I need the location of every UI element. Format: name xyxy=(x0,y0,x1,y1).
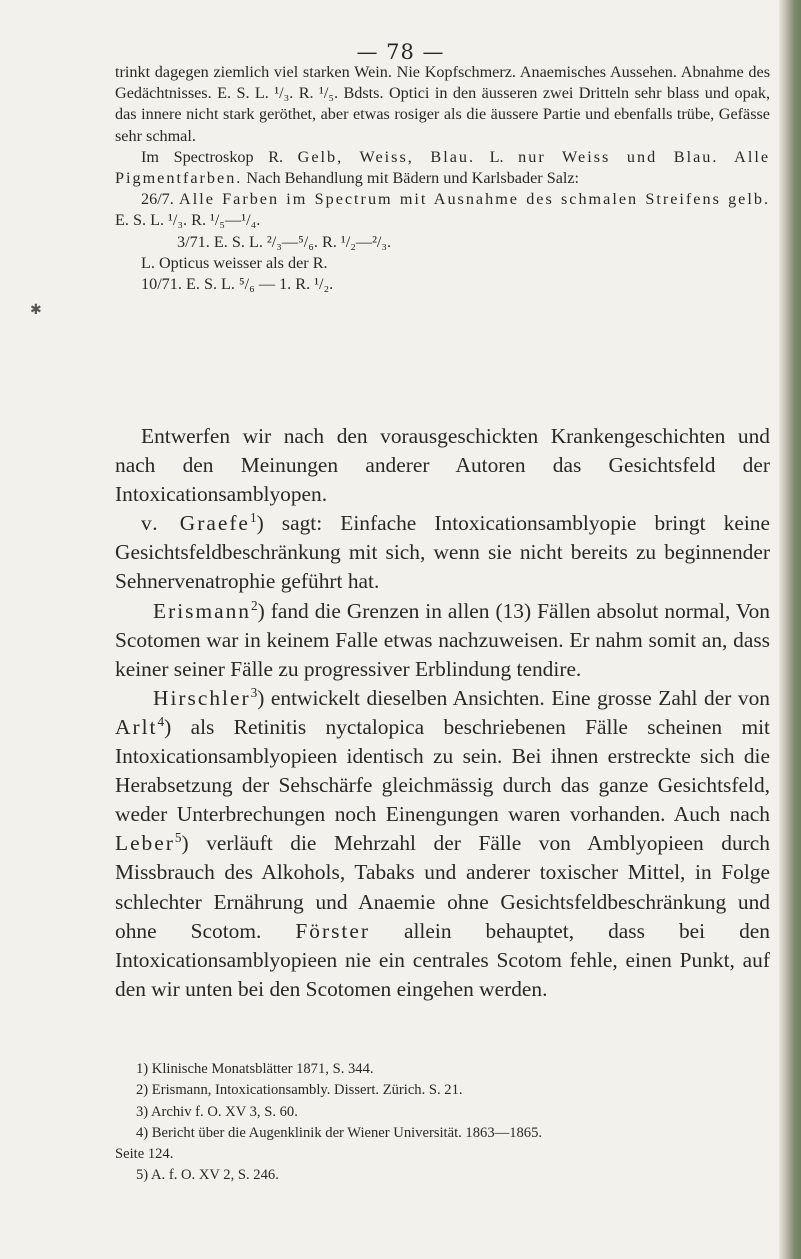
author-foerster: Förster xyxy=(295,918,370,943)
case-paragraph-6: 10/71. E. S. L. ⁵/₆ — 1. R. ¹/₂. xyxy=(141,275,334,294)
page-number: — 78 — xyxy=(356,40,445,64)
footnote-5: 5) A. f. O. XV 2, S. 246. xyxy=(136,1167,279,1184)
footnote-3: 3) Archiv f. O. XV 3, S. 60. xyxy=(136,1103,298,1120)
text-span: Im Spectroskop R. xyxy=(141,147,298,166)
author-erismann: Erismann xyxy=(153,598,251,623)
text-span: ) sagt: Einfache Intoxicationsamblyopie bringt keine Gesichtsfeldbeschränkung mit sich, wenn sie nicht bereits zu beginnender Sehnervenatrophie geführt hat. xyxy=(115,511,770,594)
author-hirschler: Hirschler xyxy=(153,685,251,710)
footnote-4: 4) Bericht über die Augenklinik der Wiener Universität. 1863—1865. xyxy=(136,1124,543,1141)
case-paragraph-4: 3/71. E. S. L. ²/₃—⁵/₆. R. ¹/₂—²/₃. xyxy=(177,232,392,251)
text-span: ) entwickelt dieselben Ansichten. Eine grosse Zahl der von xyxy=(257,685,770,710)
case-paragraph-2 xyxy=(115,147,770,189)
case-paragraph-1: trinkt dagegen ziemlich viel starken Wein. Nie Kopfschmerz. Anaemisches Aussehen. Abnahme des Gedächtnisses. E. S. L. ¹/₃. R. ¹/₅. Bdsts. Optici in den äusseren zwei Dritteln sehr blass und opak, das innere nicht stark geröthet, aber etwas rosiger als die äussere Partie und ebenfalls trübe, Gefässe sehr schmal. xyxy=(115,63,770,145)
text-span: ) verläuft die Mehrzahl der Fälle von Amblyopieen durch Missbrauch des Alkohols, Tabaks und anderer toxischer Mittel, in Folge schlechter Ernährung und Anaemie ohne Gesichtsfeldbeschränkung und ohne Scotom. xyxy=(115,831,770,943)
text-span: allein behauptet, dass bei den Intoxicationsamblyopieen nie ein centrales Scotom fehle, einen Punkt, auf den wir unten bei den Scotomen eingehen werden. xyxy=(115,918,770,1001)
spaced-text: Gelb, Weiss, Blau. xyxy=(297,147,476,166)
text-span: E. S. L. ¹/₃. R. ¹/₅—¹/₄. xyxy=(115,211,261,230)
main-text-block xyxy=(115,422,770,1004)
text-span: ) fand die Grenzen in allen (13) Fällen absolut normal, Von Scotomen war in keinem Falle etwas nachzuweisen. Er nahm somit an, dass keiner seiner Fälle zu progressiver Erblindung tendire. xyxy=(115,598,770,681)
author-graefe: v. Graefe xyxy=(141,511,250,536)
margin-mark: ✱ xyxy=(30,302,42,318)
text-span: L. xyxy=(475,147,519,166)
page-edge xyxy=(779,0,801,1259)
intro-paragraph: Entwerfen wir nach den vorausgeschickten Krankengeschichten und nach den Meinungen anderer Autoren das Gesichtsfeld der Intoxicationsamblyopen. xyxy=(115,424,770,507)
author-leber: Leber xyxy=(115,831,175,856)
footnote-ref: 2 xyxy=(250,597,258,613)
case-history-block xyxy=(115,62,770,295)
text-span: ) als Retinitis nyctalopica beschriebenen Fälle scheinen mit Intoxicationsamblyopieen identisch zu sein. Bei ihnen erstreckte sich die Herabsetzung der Sehschärfe gleichmässig durch das ganze Gesichtsfeld, weder Unterbrechungen noch Einengungen waren vorhanden. Auch nach xyxy=(115,714,770,827)
footnote-2: 2) Erismann, Intoxicationsambly. Dissert. Zürich. S. 21. xyxy=(136,1082,463,1099)
text-span: Nach Behandlung mit Bädern und Karlsbader Salz: xyxy=(242,169,580,188)
footnotes xyxy=(115,1059,770,1187)
case-paragraph-5: L. Opticus weisser als der R. xyxy=(141,253,328,272)
footnote-4-cont: Seite 124. xyxy=(115,1146,174,1163)
footnote-ref: 1 xyxy=(249,510,257,526)
footnote-1: 1) Klinische Monatsblätter 1871, S. 344. xyxy=(136,1061,374,1077)
spaced-text: nur Weiss und Blau. Alle Pigmentfarben. xyxy=(115,147,771,188)
spaced-text: Alle Farben im Spectrum mit Ausnahme des schmalen Streifens gelb. xyxy=(179,190,770,209)
author-arlt: Arlt xyxy=(115,714,158,739)
graefe-paragraph xyxy=(115,509,770,596)
footnote-ref: 3 xyxy=(250,684,258,700)
footnote-ref: 4 xyxy=(157,713,165,729)
footnote-ref: 5 xyxy=(174,830,182,846)
text-span: 26/7. xyxy=(141,190,180,209)
hirschler-paragraph xyxy=(115,684,770,1004)
case-paragraph-3 xyxy=(115,189,770,231)
erismann-paragraph xyxy=(115,597,770,684)
